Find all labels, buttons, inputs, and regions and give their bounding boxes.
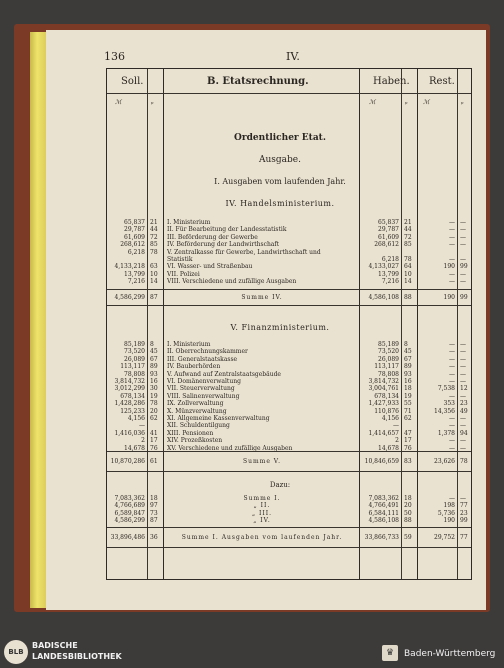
soll-mark: 4,586,299 bbox=[114, 517, 145, 525]
haben-pf: 50 bbox=[404, 509, 412, 517]
heading-ausgabe: Ausgabe. bbox=[259, 155, 301, 165]
table-row bbox=[107, 400, 471, 407]
page-number: 136 bbox=[104, 50, 125, 63]
rest-pf: 77 bbox=[460, 534, 468, 541]
soll-pf: 36 bbox=[150, 534, 158, 541]
haben-pf: 78 bbox=[404, 256, 412, 263]
subtotal-rule bbox=[107, 451, 471, 452]
col-header-title: B. Etatsrechnung. bbox=[207, 76, 309, 87]
soll-mark: 678,134 bbox=[120, 392, 145, 400]
table-row bbox=[107, 226, 471, 233]
soll-mark: 73,520 bbox=[124, 348, 145, 356]
haben-pf: 88 bbox=[404, 517, 412, 525]
haben-mark: 1,414,657 bbox=[368, 429, 399, 437]
haben-pf: 17 bbox=[404, 437, 412, 445]
soll-pf: 97 bbox=[150, 502, 158, 510]
haben-pf: 76 bbox=[404, 444, 412, 452]
soll-mark: 4,586,299 bbox=[114, 294, 145, 301]
soll-mark: 13,799 bbox=[124, 270, 145, 278]
blb-logo[interactable]: BLB bbox=[4, 640, 28, 664]
rest-pf: — bbox=[460, 370, 466, 378]
library-name bbox=[32, 640, 122, 662]
mark-unit: ℳ bbox=[369, 99, 376, 106]
table-row bbox=[107, 256, 471, 263]
soll-pf: 18 bbox=[150, 495, 158, 502]
row-label: IX. Zollverwaltung bbox=[167, 400, 224, 408]
haben-mark: 10,846,659 bbox=[364, 458, 399, 465]
table-row bbox=[107, 378, 471, 385]
haben-mark: 268,612 bbox=[374, 241, 399, 249]
row-label: I. Ministerium bbox=[167, 219, 211, 226]
soll-mark: 3,814,732 bbox=[114, 378, 145, 385]
rest-mark: — bbox=[449, 370, 455, 378]
soll-mark: — bbox=[139, 422, 145, 430]
col-header-soll: Soll. bbox=[121, 76, 144, 87]
rest-mark: — bbox=[449, 219, 455, 226]
rest-pf: 23 bbox=[460, 400, 468, 408]
soll-pf: 19 bbox=[150, 392, 158, 400]
haben-pf: 10 bbox=[404, 270, 412, 278]
rest-pf: 99 bbox=[460, 294, 468, 301]
table-row bbox=[107, 371, 471, 378]
haben-mark: 4,766,491 bbox=[368, 502, 399, 510]
rest-mark: 190 bbox=[443, 517, 455, 525]
haben-mark: 85,189 bbox=[378, 341, 399, 348]
haben-mark: 4,133,027 bbox=[368, 263, 399, 271]
haben-mark: 4,156 bbox=[381, 415, 399, 422]
table-row bbox=[107, 393, 471, 400]
row-label: VIII. Verschiedene und zufällige Ausgaben bbox=[167, 278, 297, 286]
haben-pf: 72 bbox=[404, 233, 412, 241]
rest-pf: — bbox=[460, 278, 466, 286]
rest-mark: 29,752 bbox=[434, 534, 455, 541]
soll-mark: 7,083,362 bbox=[114, 495, 145, 502]
table-row bbox=[107, 510, 471, 517]
table-row bbox=[107, 437, 471, 444]
row-label: II. Oberrechnungskammer bbox=[167, 348, 248, 356]
haben-mark: 78,808 bbox=[378, 370, 399, 378]
row-label: III. Beförderung der Gewerbe bbox=[167, 233, 258, 241]
heading-dazu: Dazu: bbox=[269, 481, 291, 489]
haben-mark: 4,586,108 bbox=[368, 294, 399, 301]
rest-mark: — bbox=[449, 341, 455, 348]
soll-pf: 61 bbox=[150, 458, 158, 465]
soll-mark: 4,156 bbox=[127, 415, 145, 422]
page-section: IV. bbox=[286, 50, 300, 63]
soll-mark: 29,787 bbox=[124, 226, 145, 234]
table-row bbox=[107, 234, 471, 241]
table-row bbox=[107, 517, 471, 524]
rest-mark: — bbox=[449, 437, 455, 445]
haben-mark: 110,876 bbox=[374, 407, 399, 415]
soll-pf: 20 bbox=[150, 407, 158, 415]
rest-mark: — bbox=[449, 444, 455, 452]
row-label: „ III. bbox=[251, 509, 273, 517]
row-label: XV. Verschiedene und zufällige Ausgaben bbox=[167, 444, 293, 452]
rest-mark: — bbox=[449, 378, 455, 385]
row-label: VIII. Salinenverwaltung bbox=[167, 392, 240, 400]
haben-pf: 44 bbox=[404, 226, 412, 234]
section-rule bbox=[107, 471, 471, 472]
soll-pf: 16 bbox=[150, 378, 158, 385]
haben-pf: 85 bbox=[404, 241, 412, 249]
rest-pf: — bbox=[460, 241, 466, 249]
soll-pf: 21 bbox=[150, 219, 158, 226]
haben-pf: 55 bbox=[404, 400, 412, 408]
rest-pf: — bbox=[460, 437, 466, 445]
rest-pf: — bbox=[460, 226, 466, 234]
row-label: II. Für Bearbeitung der Landesstatistik bbox=[167, 226, 287, 234]
col-header-rest: Rest. bbox=[429, 76, 455, 87]
haben-pf: 8 bbox=[404, 341, 408, 348]
row-label: VII. Steuerverwaltung bbox=[167, 385, 235, 393]
rest-pf: — bbox=[460, 348, 466, 356]
haben-mark: 73,520 bbox=[378, 348, 399, 356]
rest-mark: — bbox=[449, 233, 455, 241]
haben-pf: 67 bbox=[404, 355, 412, 363]
row-label: XI. Allgemeine Kassenverwaltung bbox=[167, 415, 270, 422]
row-label: „ IV. bbox=[253, 517, 271, 525]
mark-unit: ℳ bbox=[115, 99, 122, 106]
rest-mark: — bbox=[449, 270, 455, 278]
soll-mark: 85,189 bbox=[124, 341, 145, 348]
haben-mark: 1,427,933 bbox=[368, 400, 399, 408]
haben-mark: 3,814,732 bbox=[368, 378, 399, 385]
table-row bbox=[107, 363, 471, 370]
rest-mark: 198 bbox=[443, 502, 455, 510]
rest-mark: — bbox=[449, 495, 455, 502]
row-label: „ II. bbox=[253, 502, 271, 510]
rest-pf: — bbox=[460, 341, 466, 348]
rest-mark: — bbox=[449, 355, 455, 363]
rest-mark: 7,538 bbox=[437, 385, 455, 393]
rest-mark: — bbox=[449, 422, 455, 430]
rest-pf: — bbox=[460, 444, 466, 452]
rest-mark: — bbox=[449, 348, 455, 356]
rest-pf: 99 bbox=[460, 517, 468, 525]
rest-pf: — bbox=[460, 415, 466, 422]
haben-mark: 4,586,108 bbox=[368, 517, 399, 525]
table-row bbox=[107, 271, 471, 278]
soll-pf: 78 bbox=[150, 400, 158, 408]
section-rule bbox=[107, 305, 471, 306]
table-row bbox=[107, 294, 471, 301]
soll-pf: 45 bbox=[150, 348, 158, 356]
heading-handel: IV. Handelsministerium. bbox=[225, 199, 335, 208]
haben-mark: 6,584,111 bbox=[368, 509, 399, 517]
haben-mark: 2 bbox=[395, 437, 399, 445]
rest-mark: — bbox=[449, 415, 455, 422]
haben-pf: 83 bbox=[404, 458, 412, 465]
header-rule bbox=[107, 93, 471, 94]
soll-mark: 1,428,286 bbox=[114, 400, 145, 408]
table-row bbox=[107, 430, 471, 437]
haben-pf: 18 bbox=[404, 495, 412, 502]
haben-pf: 93 bbox=[404, 370, 412, 378]
row-label: XII. Schuldentilgung bbox=[167, 422, 230, 430]
rest-mark: 353 bbox=[443, 400, 455, 408]
row-label: V. Zentralkasse für Gewerbe, Landwirthschaft und bbox=[167, 248, 321, 256]
haben-mark: — bbox=[393, 422, 399, 430]
soll-mark: 4,133,218 bbox=[114, 263, 145, 271]
rest-pf: 78 bbox=[460, 458, 468, 465]
row-label: I. Ministerium bbox=[167, 341, 211, 348]
soll-pf: 63 bbox=[150, 263, 158, 271]
soll-mark: 113,117 bbox=[120, 363, 145, 371]
soll-mark: 26,089 bbox=[124, 355, 145, 363]
soll-pf: 44 bbox=[150, 226, 158, 234]
table-row bbox=[107, 341, 471, 348]
rest-pf: — bbox=[460, 233, 466, 241]
haben-mark: 14,678 bbox=[378, 444, 399, 452]
haben-mark: 26,089 bbox=[378, 355, 399, 363]
haben-pf: 62 bbox=[404, 415, 412, 422]
rest-pf: — bbox=[460, 355, 466, 363]
haben-mark: 29,787 bbox=[378, 226, 399, 234]
pf-unit: ₚ bbox=[151, 99, 154, 106]
row-label: Summe I. Ausgaben vom laufenden Jahr. bbox=[181, 534, 343, 541]
soll-mark: 61,609 bbox=[124, 233, 145, 241]
soll-pf: 93 bbox=[150, 370, 158, 378]
rest-pf: 12 bbox=[460, 385, 468, 393]
soll-pf: 73 bbox=[150, 509, 158, 517]
rest-mark: — bbox=[449, 256, 455, 263]
row-label: III. Generalstaatskasse bbox=[167, 355, 238, 363]
soll-pf: 67 bbox=[150, 355, 158, 363]
library-line2: LANDESBIBLIOTHEK bbox=[32, 652, 122, 661]
row-label: Statistik bbox=[167, 256, 193, 263]
soll-mark: 33,896,486 bbox=[110, 534, 145, 541]
haben-pf: 59 bbox=[404, 534, 412, 541]
rest-pf: 49 bbox=[460, 407, 468, 415]
haben-mark: 6,218 bbox=[381, 256, 399, 263]
rest-mark: 23,626 bbox=[434, 458, 455, 465]
haben-mark: 7,083,362 bbox=[368, 495, 399, 502]
soll-mark: 14,678 bbox=[124, 444, 145, 452]
rest-pf: 99 bbox=[460, 263, 468, 271]
soll-pf: 87 bbox=[150, 517, 158, 525]
rest-mark: — bbox=[449, 226, 455, 234]
rest-pf: — bbox=[460, 270, 466, 278]
haben-mark: 3,004,761 bbox=[368, 385, 399, 393]
subtotal-rule bbox=[107, 527, 471, 528]
table-row bbox=[107, 495, 471, 502]
rest-pf: — bbox=[460, 378, 466, 385]
pf-unit: ₚ bbox=[405, 99, 408, 106]
rest-mark: 190 bbox=[443, 294, 455, 301]
table-row bbox=[107, 408, 471, 415]
table-row bbox=[107, 458, 471, 465]
haben-mark: 113,117 bbox=[374, 363, 399, 371]
table-row bbox=[107, 502, 471, 509]
row-label: Summe IV. bbox=[241, 294, 283, 301]
soll-pf: 10 bbox=[150, 270, 158, 278]
haben-mark: 65,837 bbox=[378, 219, 399, 226]
table-row bbox=[107, 263, 471, 270]
soll-mark: 6,589,847 bbox=[114, 509, 145, 517]
rest-pf: 94 bbox=[460, 429, 468, 437]
haben-mark: 678,134 bbox=[374, 392, 399, 400]
haben-pf: 14 bbox=[404, 278, 412, 286]
soll-pf: 87 bbox=[150, 294, 158, 301]
soll-pf: 30 bbox=[150, 385, 158, 393]
table-row bbox=[107, 415, 471, 422]
rest-mark: 190 bbox=[443, 263, 455, 271]
rest-pf: — bbox=[460, 219, 466, 226]
soll-pf: 85 bbox=[150, 241, 158, 249]
rest-mark: 1,378 bbox=[437, 429, 455, 437]
row-label: V. Aufwand auf Zentralstaatsgebäude bbox=[167, 370, 281, 378]
row-label: IV. Beförderung der Landwirthschaft bbox=[167, 241, 280, 249]
table-row bbox=[107, 534, 471, 541]
heading-finanz: V. Finanzministerium. bbox=[230, 323, 330, 332]
row-label: XIII. Pensionen bbox=[167, 429, 214, 437]
rest-pf: 77 bbox=[460, 502, 468, 510]
row-label: X. Münzverwaltung bbox=[167, 407, 227, 415]
haben-pf: 20 bbox=[404, 502, 412, 510]
soll-mark: 78,808 bbox=[124, 370, 145, 378]
soll-mark: 2 bbox=[141, 437, 145, 445]
rest-mark: 5,736 bbox=[437, 509, 455, 517]
table-row bbox=[107, 385, 471, 392]
soll-pf: 14 bbox=[150, 278, 158, 286]
heading-laufend: I. Ausgaben vom laufenden Jahr. bbox=[214, 177, 346, 186]
row-label: Summe I. bbox=[243, 495, 281, 502]
heading-ordentlich: Ordentlicher Etat. bbox=[234, 133, 326, 143]
rest-mark: — bbox=[449, 363, 455, 371]
rest-mark: — bbox=[449, 392, 455, 400]
soll-pf: 17 bbox=[150, 437, 158, 445]
rest-mark: — bbox=[449, 278, 455, 286]
haben-pf: 88 bbox=[404, 294, 412, 301]
haben-pf: 21 bbox=[404, 219, 412, 226]
haben-pf: 16 bbox=[404, 378, 412, 385]
soll-mark: 4,766,689 bbox=[114, 502, 145, 510]
soll-mark: 1,416,036 bbox=[114, 429, 145, 437]
rest-mark: — bbox=[449, 241, 455, 249]
soll-pf: 76 bbox=[150, 444, 158, 452]
haben-mark: 7,216 bbox=[381, 278, 399, 286]
rest-pf: — bbox=[460, 363, 466, 371]
haben-mark: 33,866,733 bbox=[364, 534, 399, 541]
soll-mark: 268,612 bbox=[120, 241, 145, 249]
haben-pf: 18 bbox=[404, 385, 412, 393]
soll-pf: 62 bbox=[150, 415, 158, 422]
haben-pf: 64 bbox=[404, 263, 412, 271]
table-row bbox=[107, 356, 471, 363]
rest-mark: 14,356 bbox=[434, 407, 455, 415]
row-label: VII. Polizei bbox=[167, 270, 200, 278]
row-label: Summe V. bbox=[242, 458, 281, 465]
state-name[interactable]: Baden-Württemberg bbox=[404, 649, 496, 659]
row-label: VI. Domänenverwaltung bbox=[167, 378, 241, 385]
table-row bbox=[107, 219, 471, 226]
table-row bbox=[107, 348, 471, 355]
haben-pf: 89 bbox=[404, 363, 412, 371]
table-row bbox=[107, 241, 471, 248]
table-row bbox=[107, 422, 471, 429]
haben-pf: 45 bbox=[404, 348, 412, 356]
pf-unit: ₚ bbox=[461, 99, 464, 106]
haben-pf: 19 bbox=[404, 392, 412, 400]
mark-unit: ℳ bbox=[423, 99, 430, 106]
soll-pf: 78 bbox=[150, 248, 158, 256]
soll-pf: 89 bbox=[150, 363, 158, 371]
rest-pf: — bbox=[460, 495, 466, 502]
row-label: XIV. Prozeßkosten bbox=[167, 437, 223, 445]
subtotal-rule bbox=[107, 289, 471, 290]
table-row bbox=[107, 249, 471, 256]
section-rule bbox=[107, 547, 471, 548]
soll-mark: 6,218 bbox=[127, 248, 145, 256]
ledger-table bbox=[106, 68, 472, 580]
soll-pf: 72 bbox=[150, 233, 158, 241]
table-row bbox=[107, 278, 471, 285]
haben-mark: 13,799 bbox=[378, 270, 399, 278]
row-label: IV. Bauberhörden bbox=[167, 363, 221, 371]
haben-mark: 61,609 bbox=[378, 233, 399, 241]
soll-mark: 65,837 bbox=[124, 219, 145, 226]
col-header-haben: Haben. bbox=[373, 76, 410, 87]
rest-pf: — bbox=[460, 392, 466, 400]
haben-pf: 47 bbox=[404, 429, 412, 437]
row-label: VI. Wasser- und Straßenbau bbox=[167, 263, 253, 271]
haben-pf: 71 bbox=[404, 407, 412, 415]
rest-pf: — bbox=[460, 256, 466, 263]
library-line1: BADISCHE bbox=[32, 641, 78, 650]
rest-pf: 23 bbox=[460, 509, 468, 517]
rest-pf: — bbox=[460, 422, 466, 430]
soll-pf: 41 bbox=[150, 429, 158, 437]
state-crest-icon: ♛ bbox=[382, 645, 398, 661]
soll-mark: 3,012,299 bbox=[114, 385, 145, 393]
soll-pf: 8 bbox=[150, 341, 154, 348]
soll-mark: 7,216 bbox=[127, 278, 145, 286]
soll-mark: 125,233 bbox=[120, 407, 145, 415]
soll-mark: 10,870,286 bbox=[110, 458, 145, 465]
